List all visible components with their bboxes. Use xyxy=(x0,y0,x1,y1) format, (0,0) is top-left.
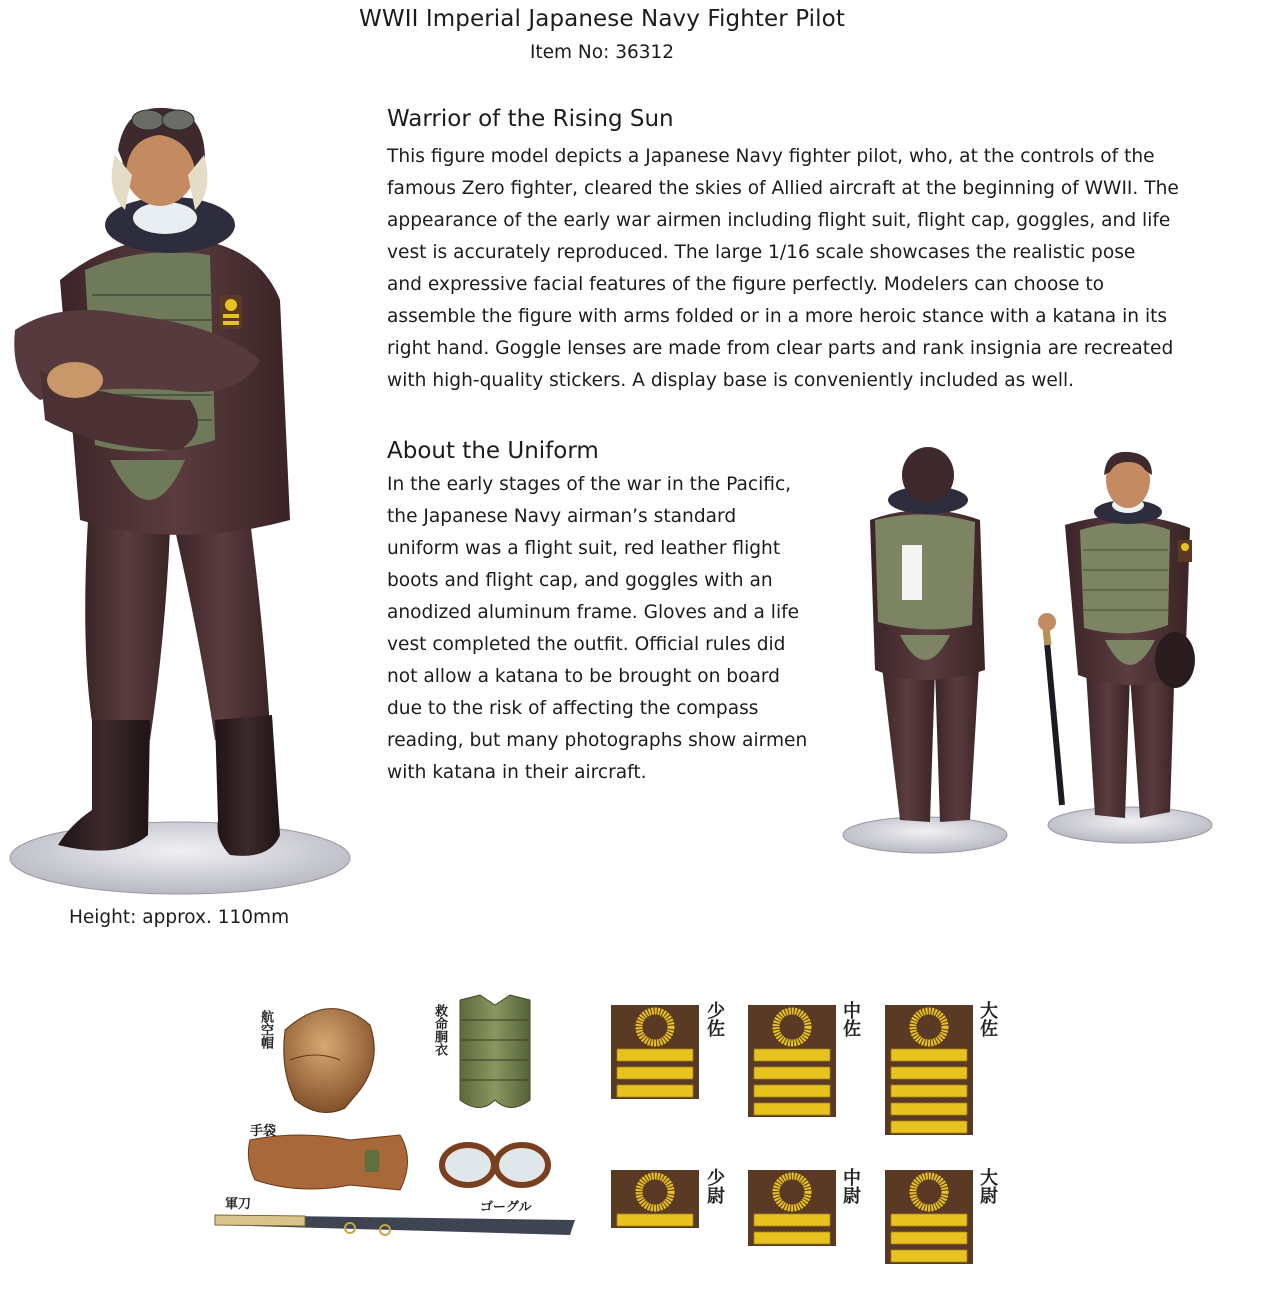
text-line: boots and flight cap, and goggles with an xyxy=(387,570,773,591)
height-caption: Height: approx. 110mm xyxy=(69,907,290,928)
page-title: WWII Imperial Japanese Navy Fighter Pilot xyxy=(359,6,845,32)
text-line: right hand. Goggle lenses are made from clear parts and rank insignia are recreated xyxy=(387,338,1174,359)
equipment-illustration xyxy=(210,990,600,1250)
label-flight-cap: 航空帽 xyxy=(258,1010,273,1049)
pilot-figures-back-and-katana-image xyxy=(840,450,1220,860)
text-line: In the early stages of the war in the Pacific, xyxy=(387,474,792,495)
rank-label: 中尉 xyxy=(840,1168,861,1204)
text-line: due to the risk of affecting the compass xyxy=(387,698,759,719)
text-line: and expressive facial features of the figure perfectly. Modelers can choose to xyxy=(387,274,1105,295)
rank-label: 大佐 xyxy=(977,1001,998,1037)
rank-insignia-patch xyxy=(748,1005,836,1117)
label-goggles: ゴーグル xyxy=(480,1200,532,1215)
rank-insignia-patch xyxy=(885,1005,973,1135)
text-line: famous Zero fighter, cleared the skies of Allied aircraft at the beginning of WWII. The xyxy=(387,178,1179,199)
text-line: reading, but many photographs show airmen xyxy=(387,730,808,751)
rank-label: 中佐 xyxy=(840,1001,861,1037)
text-line: uniform was a flight suit, red leather flight xyxy=(387,538,781,559)
text-line: appearance of the early war airmen including flight suit, flight cap, goggles, and life xyxy=(387,210,1171,231)
text-line: with high-quality stickers. A display base is conveniently included as well. xyxy=(387,370,1075,391)
text-line: not allow a katana to be brought on board xyxy=(387,666,780,687)
section-title-warrior: Warrior of the Rising Sun xyxy=(387,106,674,132)
text-line: anodized aluminum frame. Gloves and a life xyxy=(387,602,800,623)
rank-label: 少尉 xyxy=(704,1168,725,1204)
text-line: with katana in their aircraft. xyxy=(387,762,647,783)
rank-insignia-patch xyxy=(611,1170,699,1228)
rank-insignia-patch xyxy=(611,1005,699,1099)
label-sword: 軍刀 xyxy=(225,1197,252,1212)
rank-insignia-chart xyxy=(605,995,1025,1255)
text-line: This figure model depicts a Japanese Navy fighter pilot, who, at the controls of the xyxy=(387,146,1155,167)
text-line: vest is accurately reproduced. The large 1/16 scale showcases the realistic pose xyxy=(387,242,1136,263)
rank-insignia-patch xyxy=(885,1170,973,1264)
label-gloves: 手袋 xyxy=(250,1124,277,1139)
item-number: Item No: 36312 xyxy=(529,42,675,63)
section-body-uniform xyxy=(387,469,837,789)
section-title-uniform: About the Uniform xyxy=(387,438,599,464)
label-life-vest: 救命胴衣 xyxy=(432,1004,447,1056)
rank-label: 少佐 xyxy=(704,1001,725,1037)
text-line: vest completed the outfit. Official rules did xyxy=(387,634,786,655)
pilot-figure-arms-folded-image xyxy=(0,100,360,900)
text-line: the Japanese Navy airman’s standard xyxy=(387,506,737,527)
rank-insignia-patch xyxy=(748,1170,836,1246)
rank-label: 大尉 xyxy=(977,1168,998,1204)
text-line: assemble the figure with arms folded or in a more heroic stance with a katana in its xyxy=(387,306,1168,327)
section-body-warrior xyxy=(387,141,1247,397)
